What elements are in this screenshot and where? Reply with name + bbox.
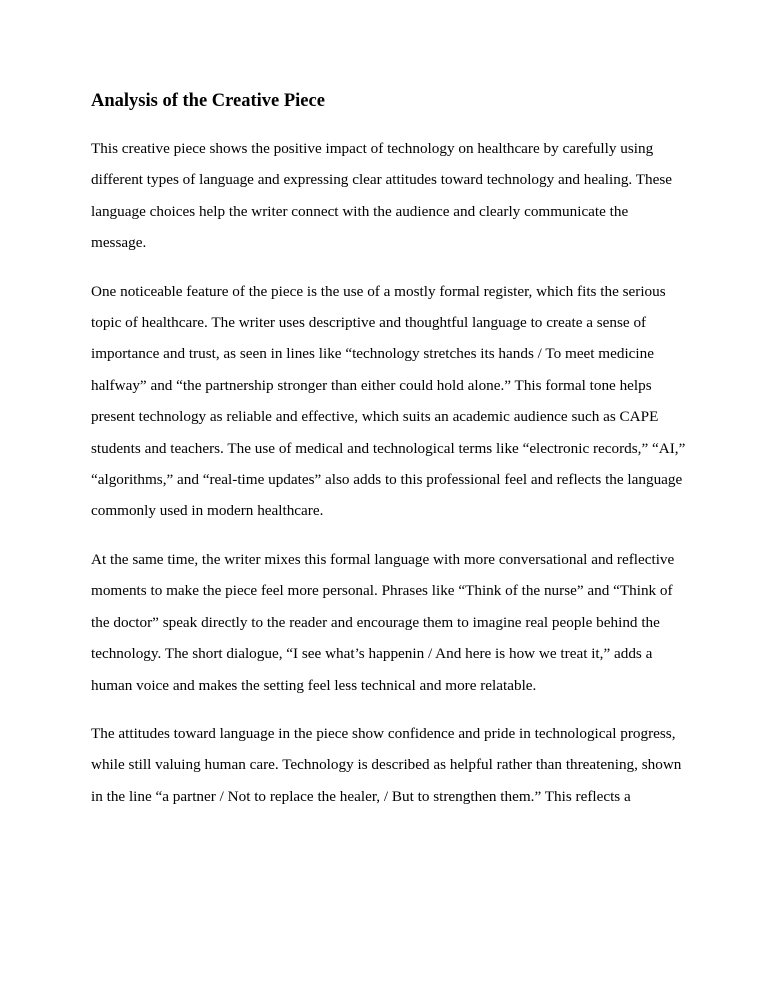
paragraph-intro: This creative piece shows the positive impact of technology on healthcare by carefully using different types of language and expressing clear attitudes toward technology and healing. These language choices help the writer connect with the audience and clearly communicate the message.	[91, 140, 673, 252]
paragraph-attitudes: The attitudes toward language in the piece show confidence and pride in technological progress, while still valuing human care. Technology is described as helpful rather than threatening, shown in the line “a partner / Not to replace the healer, / But to strengthen them.” This reflects a	[91, 724, 682, 805]
paragraph-conversational-language: At the same time, the writer mixes this formal language with more conversational and reflective moments to make the piece feel more personal. Phrases like “Think of the nurse” and “Think of the doctor” speak directly to the reader and encourage them to imagine real people behind the technology. The short dialogue, “I see what’s happenin / And here is how we treat it,” adds a human voice and makes the setting feel less technical and more relatable.	[91, 550, 675, 694]
paragraph-formal-register: One noticeable feature of the piece is the use of a mostly formal register, which fits the serious topic of healthcare. The writer uses descriptive and thoughtful language to create a sense of importance and trust, as seen in lines like “technology stretches its hands / To meet medicine halfway” and “the partnership stronger than either could hold alone.” This formal tone helps present technology as reliable and effective, which suits an academic audience such as CAPE students and teachers. The use of medical and technological terms like “electronic records,” “AI,” “algorithms,” and “real-time updates” also adds to this professional feel and reflects the language commonly used in modern healthcare.	[91, 282, 686, 520]
document-body	[91, 88, 687, 829]
document-heading: Analysis of the Creative Piece	[91, 91, 325, 111]
